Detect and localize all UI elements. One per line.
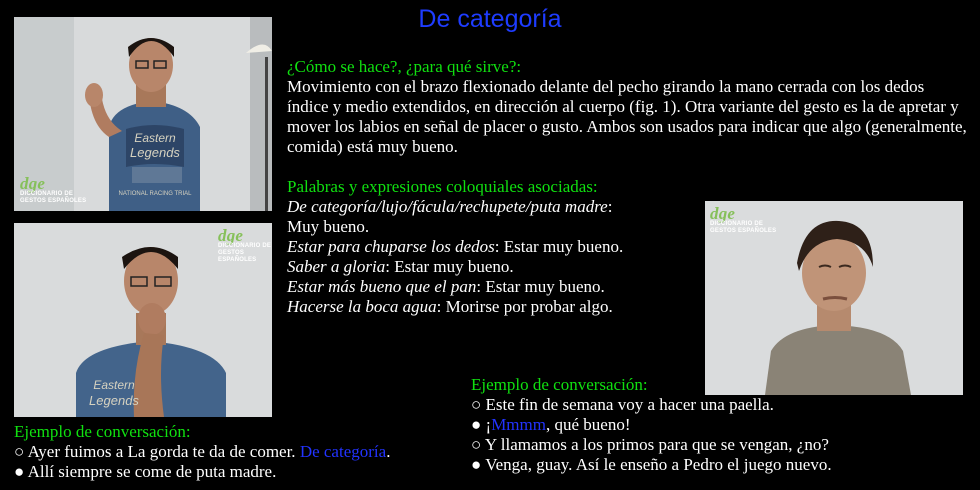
- example-1-line-1: [14, 442, 474, 462]
- gesture-photo-3: [705, 201, 963, 395]
- example-2-line-2: [471, 415, 971, 435]
- expression-sep: :: [476, 277, 486, 296]
- gesture-photo-1: [14, 17, 272, 211]
- logo-line-2: GESTOS ESPAÑOLES: [710, 228, 777, 234]
- watermark-logo: [710, 204, 777, 235]
- example-1-heading: Ejemplo de conversación:: [14, 422, 191, 441]
- example-1-line-1-suffix: .: [386, 442, 391, 461]
- logo-mark: dge: [218, 226, 244, 245]
- example-conversation-1: [14, 422, 474, 482]
- example-2-highlight: Mmmm: [491, 415, 546, 434]
- watermark-logo: [218, 226, 272, 264]
- example-2-line-2-prefix: ● ¡: [471, 415, 492, 434]
- logo-line-2: GESTOS ESPAÑOLES: [218, 250, 257, 263]
- example-1-line-2: ● Allí siempre se come de puta madre.: [14, 462, 277, 481]
- expression-meaning: Muy bueno.: [287, 217, 370, 236]
- page-title: De categoría: [418, 5, 562, 33]
- expression-term: Hacerse la boca agua: [287, 297, 437, 316]
- expression-term: Estar para chuparse los dedos: [287, 237, 495, 256]
- example-1-highlight: De categoría: [299, 442, 387, 461]
- svg-text:Legends: Legends: [130, 145, 180, 160]
- expression-meaning: Morirse por probar algo.: [445, 297, 613, 316]
- example-conversation-2: [471, 375, 971, 475]
- watermark-logo: [20, 174, 87, 205]
- expression-meaning: Estar muy bueno.: [503, 237, 624, 256]
- svg-text:NATIONAL RACING TRIAL: NATIONAL RACING TRIAL: [118, 191, 192, 197]
- example-1-line-1-text: ○ Ayer fuimos a La gorda te da de comer.: [14, 442, 300, 461]
- example-2-line-1: ○ Este fin de semana voy a hacer una paella.: [471, 395, 774, 414]
- expression-item: [287, 197, 699, 237]
- logo-line-1: DICCIONARIO DE: [20, 191, 74, 197]
- expression-item: [287, 297, 699, 317]
- expression-meaning: Estar muy bueno.: [485, 277, 605, 296]
- logo-line-1: DICCIONARIO DE: [710, 221, 764, 227]
- expression-item: [287, 257, 699, 277]
- logo-line-2: GESTOS ESPAÑOLES: [20, 198, 87, 204]
- expressions-section: [287, 177, 699, 317]
- expression-sep: :: [607, 197, 613, 216]
- how-section: [287, 57, 967, 157]
- expression-sep: :: [385, 257, 395, 276]
- expression-term: Estar más bueno que el pan: [287, 277, 477, 296]
- expression-item: [287, 277, 699, 297]
- expression-sep: :: [494, 237, 504, 256]
- svg-text:Eastern: Eastern: [93, 378, 135, 392]
- example-2-heading: Ejemplo de conversación:: [471, 375, 648, 394]
- svg-text:Legends: Legends: [89, 393, 139, 408]
- how-heading: ¿Cómo se hace?, ¿para qué sirve?:: [287, 57, 522, 76]
- expression-item: [287, 237, 699, 257]
- example-2-line-2-suffix: , qué bueno!: [545, 415, 631, 434]
- how-body: Movimiento con el brazo flexionado delante del pecho girando la mano cerrada con los dedos índice y medio extendidos, en dirección al cuerpo (fig. 1). Otra variante del gesto es la de apretar y mover los labios en señal de placer o gusto. Ambos son usados para indicar que algo (generalmente, comida) está muy bueno.: [287, 77, 967, 156]
- logo-line-1: DICCIONARIO DE: [218, 243, 272, 249]
- expression-sep: :: [436, 297, 446, 316]
- example-2-line-3: ○ Y llamamos a los primos para que se vengan, ¿no?: [471, 435, 829, 454]
- logo-mark: dge: [20, 174, 46, 193]
- expressions-heading: Palabras y expresiones coloquiales asociadas:: [287, 177, 598, 196]
- expression-term: De categoría/lujo/fácula/rechupete/puta madre: [287, 197, 608, 216]
- example-2-line-4: ● Venga, guay. Así le enseño a Pedro el juego nuevo.: [471, 455, 832, 474]
- svg-text:Eastern: Eastern: [134, 131, 176, 145]
- gesture-photo-2: [14, 223, 272, 417]
- logo-mark: dge: [710, 204, 736, 223]
- expression-meaning: Estar muy bueno.: [394, 257, 514, 276]
- expression-term: Saber a gloria: [287, 257, 386, 276]
